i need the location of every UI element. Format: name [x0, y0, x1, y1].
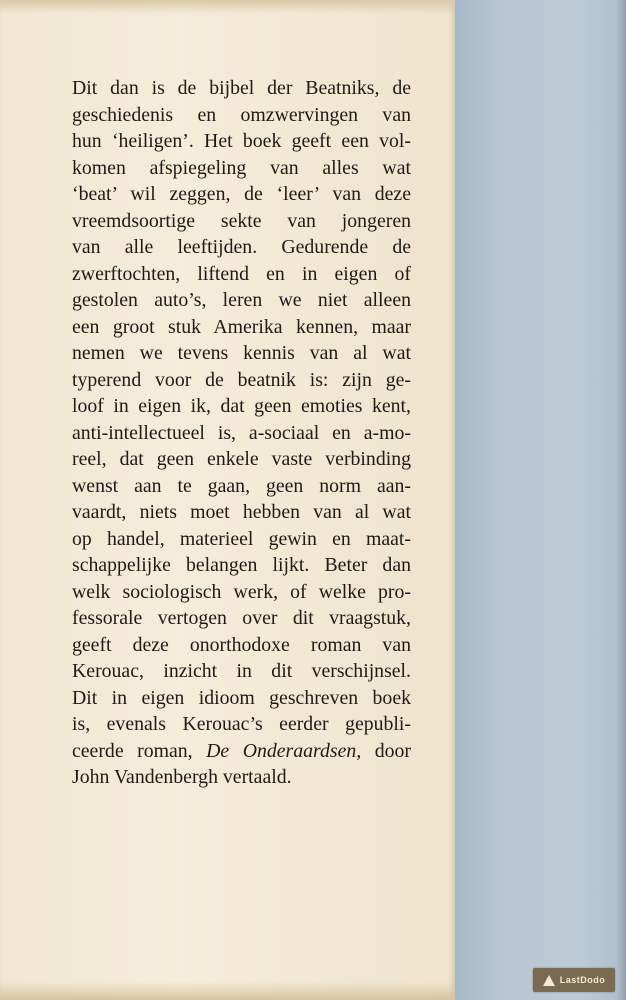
blurb-line: gestolen auto’s, leren we niet alleen: [72, 289, 411, 311]
blurb-line: ‘beat’ wil zeggen, de ‘leer’ van deze: [72, 183, 411, 205]
blurb-line: wenst aan te gaan, geen norm aan-: [72, 474, 411, 497]
blue-side-band: [455, 0, 626, 1000]
blurb-line: een groot stuk Amerika kennen, maar: [72, 315, 411, 338]
blurb-line: komen afspiegeling van alles wat: [72, 156, 411, 179]
blurb-line: zwerftochten, liftend en in eigen of: [72, 262, 411, 285]
blurb-line: Dit dan is de bijbel der Beatniks, de: [72, 77, 411, 99]
blurb-line-translator: John Vandenbergh vertaald.: [72, 766, 292, 788]
blurb-line: is, evenals Kerouac’s eerder gepubli-: [72, 713, 411, 735]
blurb-line: fessorale vertogen over dit vraagstuk,: [72, 607, 411, 629]
lastdodo-watermark-text: LastDodo: [559, 975, 606, 985]
blurb-text: [72, 75, 411, 791]
blurb-line: op handel, materieel gewin en maat-: [72, 527, 411, 550]
blurb-line-after: door: [361, 739, 411, 762]
blurb-line: Dit in eigen idioom geschreven boek: [72, 686, 411, 709]
blurb-line: typerend voor de beatnik is: zijn ge-: [72, 368, 411, 391]
blurb-line: hun ‘heiligen’. Het boek geeft een vol-: [72, 130, 411, 152]
blurb-line: geeft deze onorthodoxe roman van: [72, 633, 411, 656]
blurb-line: loof in eigen ik, dat geen emoties kent,: [72, 395, 411, 417]
blurb-line: van alle leeftijden. Gedurende de: [72, 236, 411, 258]
blurb-line: reel, dat geen enkele vaste verbinding: [72, 448, 411, 470]
blurb-line: anti-intellectueel is, a-sociaal en a-mo-: [72, 421, 411, 444]
blurb-line: welk sociologisch werk, of welke pro-: [72, 580, 411, 603]
blurb-line: vaardt, niets moet hebben van al wat: [72, 501, 411, 523]
blurb-line-title: [72, 738, 411, 765]
book-title-onderaardsen: De Onderaardsen,: [206, 739, 362, 762]
blurb-line: schappelijke belangen lijkt. Beter dan: [72, 554, 411, 576]
blurb-line: geschiedenis en omzwervingen van: [72, 103, 411, 126]
blurb-line: Kerouac, inzicht in dit verschijnsel.: [72, 660, 411, 682]
blurb-line: nemen we tevens kennis van al wat: [72, 342, 411, 364]
blurb-line: vreemdsoortige sekte van jongeren: [72, 209, 411, 232]
dodo-logo-icon: [543, 975, 555, 986]
blurb-line-before: ceerde roman,: [72, 739, 207, 762]
lastdodo-watermark: [533, 968, 615, 992]
